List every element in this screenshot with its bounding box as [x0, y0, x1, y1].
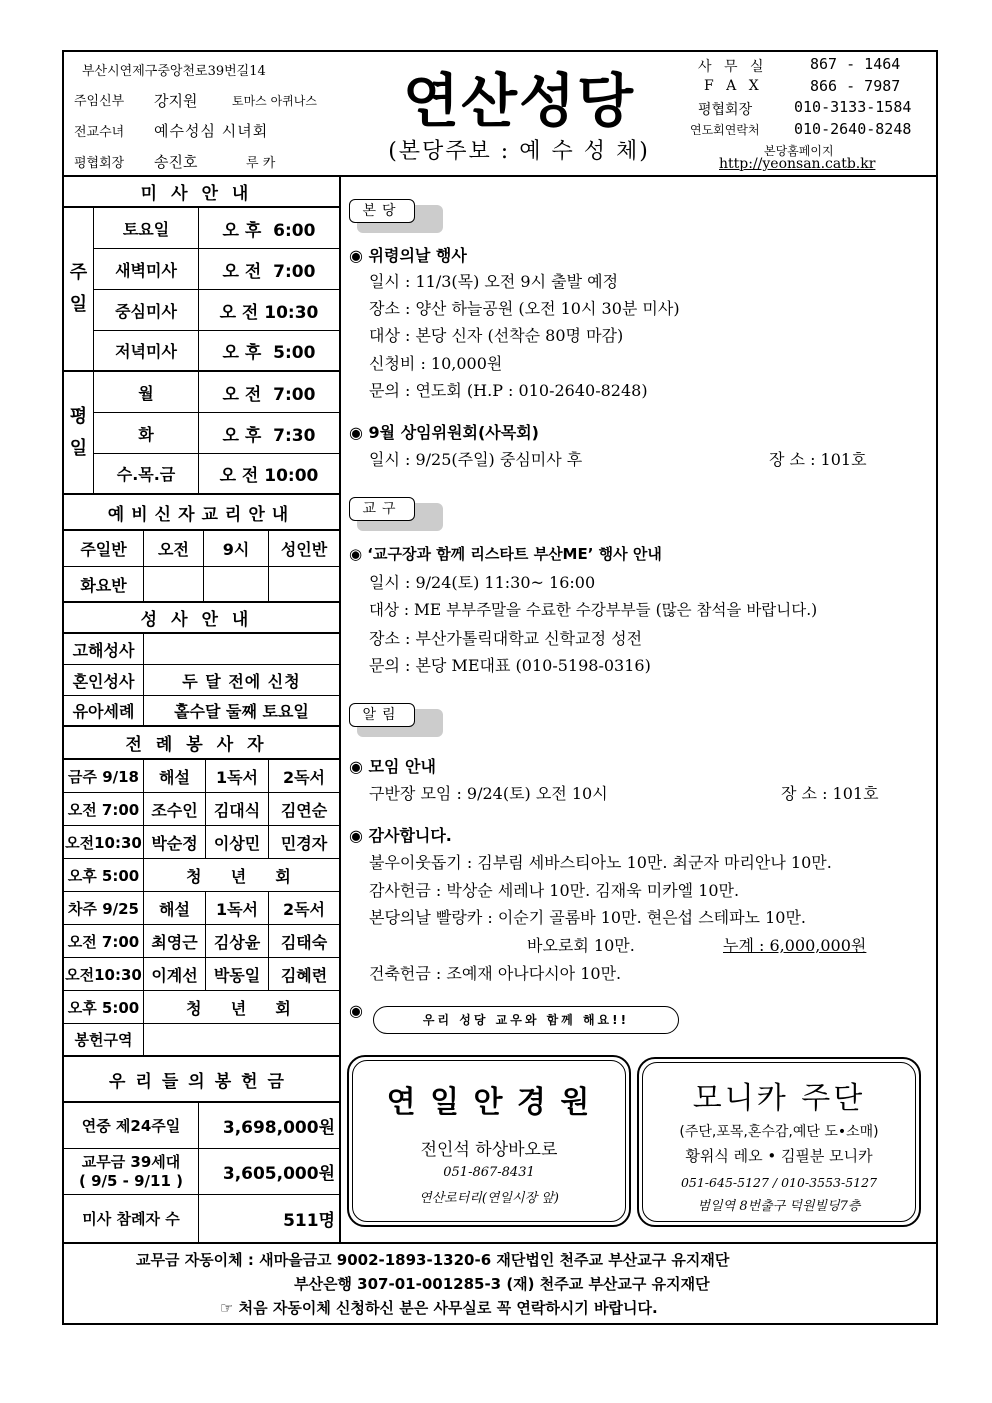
homepage-link[interactable]: http://yeonsan.catb.kr — [719, 156, 876, 172]
footer-bank-line2: 부산은행 307-01-001285-3 (재) 천주교 부산교구 유지재단 — [294, 1275, 710, 1293]
pastor-label: 주임신부 — [74, 94, 125, 109]
ad-optician-owner: 전인석 하상바오로 — [420, 1140, 558, 1160]
notice-line: 장소 : 양산 하늘공원 (오전 10시 30분 미사) — [369, 299, 680, 318]
ad-optician-phone: 051-867-8431 — [443, 1165, 535, 1180]
homepage-label: 본당홈페이지 — [764, 144, 834, 158]
liturgy-row: 오전10:30 박순정 이상민 민경자 — [64, 826, 339, 859]
section-title: ◉ 위령의날 행사 — [349, 246, 467, 265]
notices-column — [341, 177, 936, 1242]
mass-row: 수.목.금 오 전 10:00 — [94, 454, 339, 495]
notice-line: 장소 : 부산가톨릭대학교 신학교정 성전 — [369, 629, 643, 648]
notice-line: 대상 : 본당 신자 (선착순 80명 마감) — [369, 326, 624, 345]
notice-total: 누계 : 6,000,000원 — [723, 936, 867, 955]
offering-row: 연중 제24주일 3,698,000원 — [64, 1103, 339, 1149]
notice-line: 바오로회 10만. — [527, 936, 635, 955]
catechumen-row: 화요반 — [64, 567, 339, 603]
tag-alert: 알림 — [349, 703, 431, 729]
ad-fabric-address: 범일역 8번출구 덕원빌딩7층 — [697, 1199, 861, 1214]
tag-parish: 본당 — [349, 199, 431, 225]
liturgy-row: 오전 7:00 최영근 김상윤 김태숙 — [64, 925, 339, 958]
fax-label: F A X — [704, 78, 763, 94]
weekday-side-label: 평 일 — [64, 372, 94, 495]
liturgy-row: 오전 7:00 조수인 김대식 김연순 — [64, 793, 339, 826]
office-phone: 867 - 1464 — [810, 55, 901, 73]
mass-row: 화 오 후 7:30 — [94, 413, 339, 454]
notice-line: 일시 : 9/25(주일) 중심미사 후 — [369, 450, 583, 469]
sacraments-heading: 성사안내 — [64, 603, 339, 634]
tag-diocese: 교구 — [349, 497, 431, 523]
notice-line: 건축헌금 : 조예재 아나다시아 10만. — [369, 964, 622, 983]
mass-row: 월 오 전 7:00 — [94, 372, 339, 413]
catechumen-heading: 예비신자교리안내 — [64, 495, 339, 531]
liturgy-row: 오후 5:00 청 년 회 — [64, 991, 339, 1024]
bulletin-frame — [62, 50, 938, 1325]
notice-line: 본당의날 빨랑카 : 이순기 골롬바 10만. 현은섭 스테파노 10만. — [369, 908, 807, 927]
page-subtitle: (본당주보 : 예 수 성 체) — [388, 139, 650, 164]
sacrament-row: 유아세례 홀수달 둘째 토요일 — [64, 696, 339, 727]
slogan-pill: 우리 성당 교우와 함께 해요!! — [373, 1006, 679, 1034]
sunday-side-label: 주 일 — [64, 208, 94, 372]
notice-place: 장 소 : 101호 — [769, 450, 867, 469]
left-info-column — [64, 177, 341, 1242]
sister-name: 예수성심 시녀회 — [154, 122, 269, 140]
liturgy-row: 금주 9/18 해설 1독서 2독서 — [64, 760, 339, 793]
ad-fabric-shop — [637, 1057, 921, 1227]
page-title: 연산성당 — [402, 67, 636, 135]
council-name: 송진호 — [154, 153, 198, 171]
offering-row: 미사 참례자 수 511명 — [64, 1195, 339, 1242]
footer — [64, 1242, 936, 1323]
sister-label: 전교수녀 — [74, 125, 125, 140]
council-phone: 010-3133-1584 — [794, 98, 912, 116]
footer-bank-line1: 교무금 자동이체 : 새마을금고 9002-1893-1320-6 재단법인 천주교 부산교구 유지재단 — [136, 1251, 730, 1269]
notice-place: 장 소 : 101호 — [781, 784, 879, 803]
liturgy-row: 오전10:30 이계선 박동일 김혜련 — [64, 958, 339, 991]
sacrament-row: 고해성사 — [64, 634, 339, 665]
notice-line: 대상 : ME 부부주말을 수료한 수강부부들 (많은 참석을 바랍니다.) — [369, 601, 818, 619]
notice-line: 일시 : 9/24(토) 11:30~ 16:00 — [369, 573, 596, 592]
office-label: 사 무 실 — [698, 59, 768, 75]
header — [64, 52, 936, 177]
catechumen-row: 주일반 오전 9시 성인반 — [64, 531, 339, 567]
yeondo-contact-label: 연도회연락처 — [690, 123, 760, 137]
liturgy-row: 차주 9/25 해설 1독서 2독서 — [64, 892, 339, 925]
ad-fabric-phone: 051-645-5127 / 010-3553-5127 — [680, 1175, 878, 1190]
offering-row: 교무금 39세대 ( 9/5 - 9/11 ) 3,605,000원 — [64, 1149, 339, 1195]
ad-optician — [347, 1055, 631, 1227]
ad-optician-address: 연산로터리(연일시장 앞) — [419, 1191, 559, 1206]
yeondo-phone: 010-2640-8248 — [794, 120, 912, 138]
notice-line: 불우이웃돕기 : 김부림 세바스티아노 10만. 최군자 마리안나 10만. — [369, 853, 832, 872]
section-title: ◉ 감사합니다. — [349, 826, 452, 845]
council-label: 평협회장 — [74, 156, 125, 171]
section-title: ◉ 모임 안내 — [349, 757, 436, 776]
section-title: ◉ 9월 상임위원회(사목회) — [349, 423, 539, 442]
notice-line: 일시 : 11/3(목) 오전 9시 출발 예정 — [369, 272, 619, 291]
pastor-baptismal: 토마스 아퀴나스 — [232, 94, 317, 108]
mass-row: 저녁미사 오 후 5:00 — [94, 331, 339, 372]
sacrament-row: 혼인성사 두 달 전에 신청 — [64, 665, 339, 696]
mass-row: 새벽미사 오 전 7:00 — [94, 249, 339, 290]
ad-fabric-owners: 황위식 레오 • 김필분 모니카 — [685, 1147, 873, 1165]
fax-number: 866 - 7987 — [810, 77, 901, 95]
bullet-icon: ◉ — [349, 1001, 363, 1020]
ad-optician-title: 연 일 안 경 원 — [386, 1085, 592, 1120]
notice-line: 신청비 : 10,000원 — [369, 354, 503, 373]
mass-heading: 미사안내 — [64, 177, 339, 208]
parish-address: 부산시연제구중앙천로39번길14 — [82, 64, 266, 79]
ad-fabric-subtitle: (주단,포목,혼수감,예단 도•소매) — [679, 1124, 879, 1140]
council-contact-label: 평협회장 — [698, 102, 753, 118]
notice-line: 감사헌금 : 박상순 세레나 10만. 김재욱 미카엘 10만. — [369, 881, 740, 900]
liturgy-row: 오후 5:00 청 년 회 — [64, 859, 339, 892]
notice-line: 구반장 모임 : 9/24(토) 오전 10시 — [369, 784, 608, 803]
liturgy-row: 봉헌구역 — [64, 1024, 339, 1057]
mass-row: 토요일 오 후 6:00 — [94, 208, 339, 249]
offering-heading: 우리들의봉헌금 — [64, 1057, 339, 1103]
pastor-name: 강지원 — [154, 92, 198, 110]
liturgy-heading: 전례봉사자 — [64, 727, 339, 760]
ad-fabric-title: 모니카 주단 — [692, 1081, 866, 1116]
mass-row: 중심미사 오 전 10:30 — [94, 290, 339, 331]
notice-line: 문의 : 본당 ME대표 (010-5198-0316) — [369, 656, 651, 675]
council-baptismal: 루 카 — [246, 156, 276, 171]
notice-line: 문의 : 연도회 (H.P : 010-2640-8248) — [369, 381, 648, 400]
footer-notice: ☞ 처음 자동이체 신청하신 분은 사무실로 꼭 연락하시기 바랍니다. — [220, 1299, 658, 1317]
section-title: ◉ ‘교구장과 함께 리스타트 부산ME’ 행사 안내 — [349, 545, 662, 563]
